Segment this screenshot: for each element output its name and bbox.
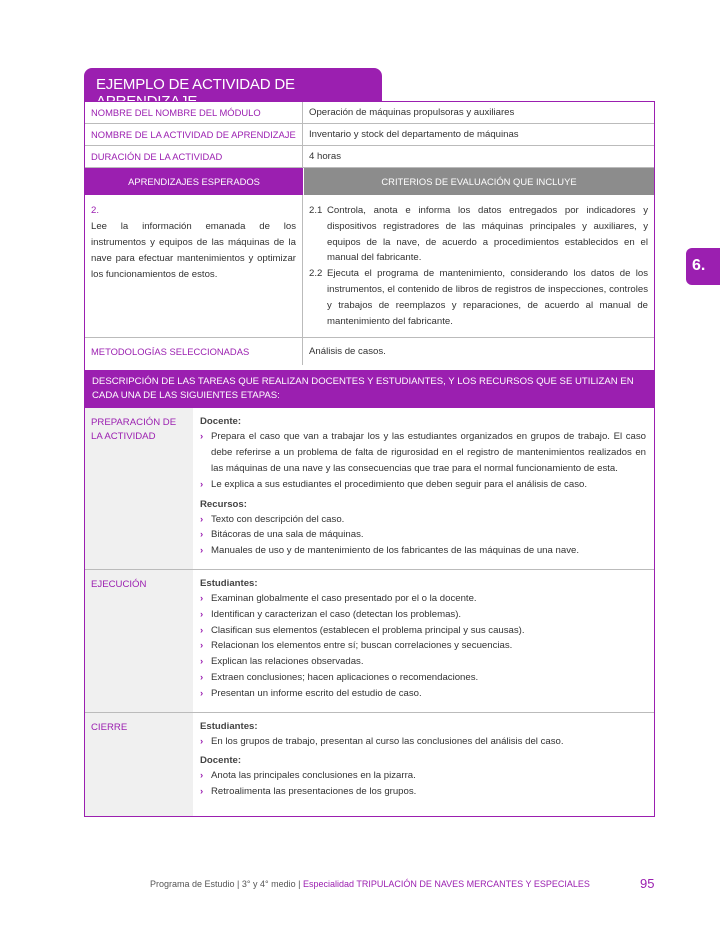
methodology-row	[85, 338, 654, 365]
duration-value: 4 horas	[309, 151, 341, 162]
list-item: › Relacionan los elementos entre sí; buscan correlaciones y secuencias.	[200, 638, 646, 654]
footer-program: Programa de Estudio | 3° y 4° medio |	[150, 879, 303, 889]
stage-label: CIERRE	[85, 713, 193, 816]
list-item: › Retroalimenta las presentaciones de los grupos.	[200, 784, 646, 800]
module-label: NOMBRE DEL NOMBRE DEL MÓDULO	[85, 102, 303, 123]
group-heading: Estudiantes:	[200, 720, 258, 732]
list-item: › Extraen conclusiones; hacen aplicaciones o recomendaciones.	[200, 670, 646, 686]
group-heading: Estudiantes:	[200, 577, 258, 589]
list-item: › En los grupos de trabajo, presentan al curso las conclusiones del análisis del caso.	[200, 734, 646, 750]
group-heading: Docente:	[200, 755, 242, 767]
header-aprendizajes: APRENDIZAJES ESPERADOS	[85, 168, 303, 195]
criterion-text: Ejecuta el programa de mantenimiento, considerando los datos de los instrumentos, el contenido de libros de registros de inspecciones, controles y trabajos de reemplazos y reparaciones, de acuerdo al manual de mantenimiento del fabricante.	[327, 268, 648, 327]
duration-label: DURACIÓN DE LA ACTIVIDAD	[85, 146, 303, 167]
learning-outcome	[85, 195, 303, 337]
list-item: › Presentan un informe escrito del estudio de caso.	[200, 686, 646, 702]
stage-label: PREPARACIÓN DE LA ACTIVIDAD	[85, 408, 193, 569]
list-item: › Prepara el caso que van a trabajar los y las estudiantes organizados en grupos de trabajo. El caso debe referirse a un problema de falta de rigurosidad en el registro de mantenimientos realizados en las máquinas de una nave y las consecuencias que trae para el normal funcionamiento de esta.	[200, 429, 646, 476]
outcome-text: Lee la información emanada de los instrumentos y equipos de las máquinas de la nave para efectuar mantenimientos y optimizar los funcionamientos de estos.	[91, 221, 296, 280]
activity-title: EJEMPLO DE ACTIVIDAD DE APRENDIZAJE	[84, 68, 382, 101]
page-number: 95	[640, 876, 655, 891]
list-item: › Identifican y caracterizan el caso (detectan los problemas).	[200, 607, 646, 623]
list-item: › Texto con descripción del caso.	[200, 512, 646, 528]
outcome-number: 2.	[91, 205, 100, 216]
list-item: › Clasifican sus elementos (establecen el problema principal y sus causas).	[200, 623, 646, 639]
criterion	[309, 266, 648, 329]
duration-row	[85, 146, 654, 168]
stage-execution	[85, 570, 654, 713]
list-item: › Anota las principales conclusiones en la pizarra.	[200, 768, 646, 784]
criteria-list	[303, 195, 654, 337]
activity-label: NOMBRE DE LA ACTIVIDAD DE APRENDIZAJE	[85, 124, 303, 145]
criterion-text: Controla, anota e informa los datos entregados por indicadores y dispositivos registradores de las máquinas principales y auxiliares, y equipos de la nave, de acuerdo a procedimientos establecidos en el manual del fabricante.	[327, 205, 648, 264]
list-item: › Explican las relaciones observadas.	[200, 654, 646, 670]
stage-label: EJECUCIÓN	[85, 570, 193, 712]
stage-closing	[85, 713, 654, 816]
list-item: › Le explica a sus estudiantes el procedimiento que deben seguir para el análisis de caso.	[200, 477, 646, 493]
methodology-label: METODOLOGÍAS SELECCIONADAS	[85, 338, 303, 365]
list-item: › Manuales de uso y de mantenimiento de los fabricantes de las máquinas de una nave.	[200, 543, 646, 559]
list-item: › Examinan globalmente el caso presentado por el o la docente.	[200, 591, 646, 607]
stage-preparation	[85, 408, 654, 570]
module-value: Operación de máquinas propulsoras y auxiliares	[309, 107, 515, 118]
chapter-tab: 6.	[686, 248, 720, 285]
activity-row	[85, 124, 654, 146]
header-criterios: CRITERIOS DE EVALUACIÓN QUE INCLUYE	[303, 168, 654, 195]
activity-table	[84, 101, 655, 817]
columns-header	[85, 168, 654, 195]
list-item: › Bitácoras de una sala de máquinas.	[200, 527, 646, 543]
module-row	[85, 102, 654, 124]
group-heading: Recursos:	[200, 498, 247, 510]
criterion-number: 2.1	[309, 205, 323, 216]
description-header: DESCRIPCIÓN DE LAS TAREAS QUE REALIZAN DOCENTES Y ESTUDIANTES, Y LOS RECURSOS QUE SE UTILIZAN EN CADA UNA DE LAS SIGUIENTES ETAPAS:	[85, 365, 654, 408]
criterion-number: 2.2	[309, 268, 323, 280]
activity-value: Inventario y stock del departamento de máquinas	[309, 129, 519, 140]
methodology-value: Análisis de casos.	[309, 346, 386, 358]
group-heading: Docente:	[200, 416, 242, 428]
footer-specialty: Especialidad TRIPULACIÓN DE NAVES MERCANTES Y ESPECIALES	[302, 879, 590, 889]
learning-row	[85, 195, 654, 338]
footer	[150, 879, 590, 889]
criterion	[309, 203, 648, 266]
